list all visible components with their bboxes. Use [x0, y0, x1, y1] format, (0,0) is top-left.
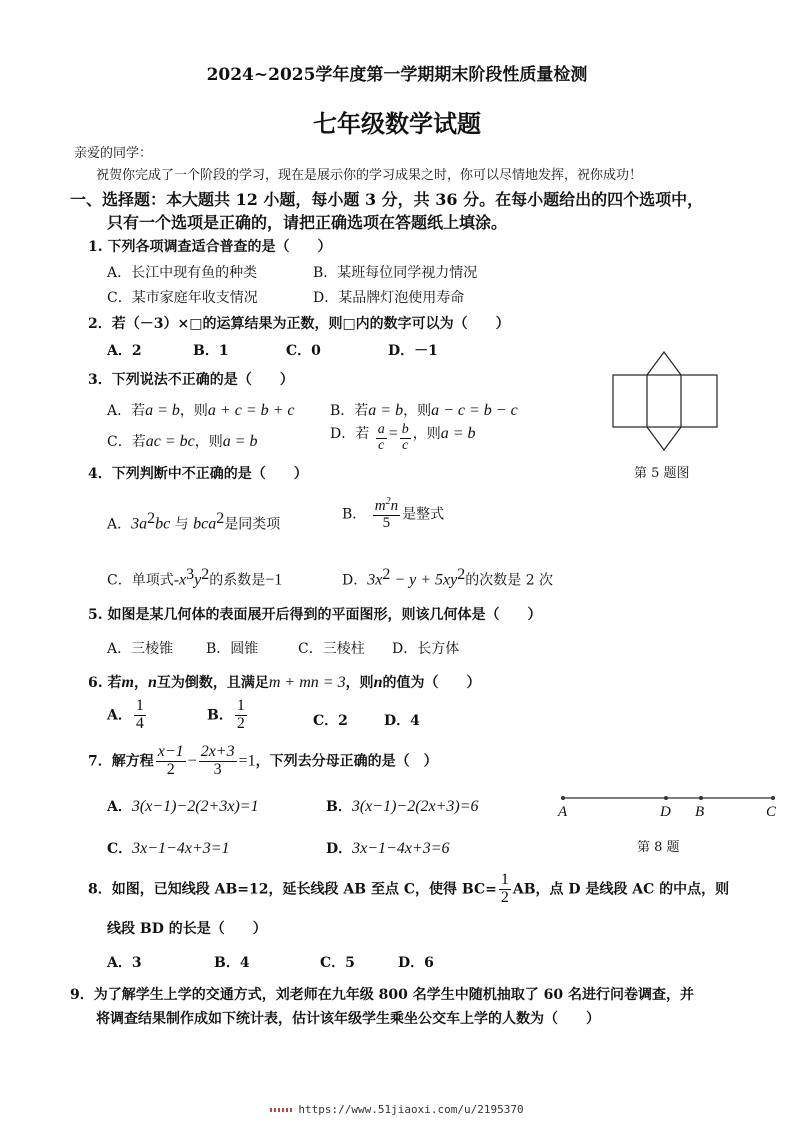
q3-option-b: B．若a = b，则a − c = b − c [330, 402, 518, 419]
q6-option-d: D．4 [384, 713, 420, 729]
q2-option-c: C．0 [286, 343, 321, 359]
label-point-d: D [660, 804, 671, 820]
q7-option-d: D．3x−1−4x+3=6 [326, 840, 450, 857]
q1-option-a: A．长江中现有鱼的种类 [107, 265, 258, 281]
section1-heading-line2: 只有一个选项是正确的，请把正确选项在答题纸上填涂。 [107, 213, 508, 232]
point-a [561, 796, 565, 800]
label-point-c: C [766, 804, 777, 820]
q8-figure-caption: 第 8 题 [637, 840, 680, 855]
q3-option-a: A．若a = b，则a + c = b + c [107, 402, 295, 419]
q9-stem-line2: 将调查结果制作成如下统计表，估计该年级学生乘坐公交车上学的人数为（ ） [96, 1011, 600, 1027]
net-rectangle [613, 375, 717, 427]
greeting-salutation: 亲爱的同学： [74, 146, 153, 161]
section1-heading: 一、选择题：本大题共 12 小题，每小题 3 分，共 36 分。在每小题给出的四个选项中， [70, 190, 704, 209]
q4-stem: 4．下列判断中不正确的是（ ） [88, 466, 308, 482]
q8-option-a: A．3 [107, 955, 142, 971]
q6-option-a: A． $\frac{1}{4}$ [107, 697, 144, 732]
q5-option-a: A．三棱锥 [107, 641, 174, 657]
q7-stem: 7．解方程 $\frac{x-1}{2}$ − $\frac{2x+3}{3}$ =1，下列去分母正确的是（ ） [88, 743, 438, 778]
greeting-message: 祝贺你完成了一个阶段的学习，现在是展示你的学习成果之时，你可以尽情地发挥，祝你成功！ [96, 168, 643, 183]
q7-option-a: A．3(x−1)−2(2+3x)=1 [107, 798, 259, 815]
q3-option-d: D．若 $\frac{a}{c}$ = $\frac{b}{c}$ ，则a = b [330, 422, 476, 453]
q1-option-b: B．某班每位同学视力情况 [313, 265, 478, 281]
q6-stem: 6. 若m，n互为倒数，且满足m + mn = 3，则n的值为（ ） [88, 674, 481, 691]
q5-option-d: D．长方体 [392, 641, 460, 657]
watermark-mark-icon [270, 1108, 294, 1112]
q5-stem: 5. 如图是某几何体的表面展开后得到的平面图形，则该几何体是（ ） [88, 607, 542, 623]
q4-option-a: A．$3a^2bc$ 与 bca$^2$是同类项 [107, 510, 281, 533]
exam-subtitle: 2024~2025学年度第一学期期末阶段性质量检测 [206, 65, 588, 85]
q6-option-c: C．2 [313, 713, 348, 729]
q8-option-d: D．6 [398, 955, 434, 971]
q1-stem: 1. 下列各项调查适合普查的是（ ） [88, 239, 332, 255]
q4-option-c: C．单项式$-x^3y^2$的系数是−1 [107, 566, 283, 589]
q8-option-b: B．4 [214, 955, 250, 971]
point-c [771, 796, 775, 800]
q1-option-d: D．某品牌灯泡使用寿命 [313, 290, 465, 306]
q4-option-d: D．$3x^2 - y + 5xy^2$的次数是 2 次 [342, 566, 554, 589]
point-d [664, 796, 668, 800]
net-top-triangle [647, 352, 681, 375]
q7-option-b: B．3(x−1)−2(2x+3)=6 [326, 798, 479, 815]
q2-stem: 2．若（－3）×□的运算结果为正数，则□内的数字可以为（ ） [88, 316, 510, 332]
q9-stem: 9．为了解学生上学的交通方式，刘老师在九年级 800 名学生中随机抽取了 60 名进行问卷调查，并 [70, 987, 694, 1003]
q5-net-figure [610, 350, 720, 455]
q3-stem: 3．下列说法不正确的是（ ） [88, 372, 294, 388]
label-point-a: A [558, 804, 568, 820]
q5-option-c: C．三棱柱 [298, 641, 365, 657]
footer-url [0, 1103, 794, 1116]
q4-option-b: B． $\frac{m^2n}{5}$ 是整式 [342, 496, 445, 531]
q1-option-c: C．某市家庭年收支情况 [107, 290, 258, 306]
q8-option-c: C．5 [320, 955, 355, 971]
label-point-b: B [695, 804, 705, 820]
q2-option-a: A．2 [107, 343, 142, 359]
footer-link[interactable]: https://www.51jiaoxi.com/u/2195370 [298, 1103, 524, 1116]
q2-option-b: B．1 [193, 343, 229, 359]
q6-option-b: B． $\frac{1}{2}$ [207, 697, 245, 732]
q5-figure-caption: 第 5 题图 [634, 466, 690, 481]
q2-option-d: D．－1 [388, 343, 438, 359]
net-bottom-triangle [647, 427, 681, 450]
q8-stem: 8．如图，已知线段 AB=12，延长线段 AB 至点 C，使得 BC= $\frac{1}{2}$ AB，点 D 是线段 AC 的中点，则 [88, 871, 730, 906]
point-b [699, 796, 703, 800]
q3-option-c: C．若ac = bc，则a = b [107, 433, 258, 450]
exam-title: 七年级数学试题 [313, 109, 481, 138]
q5-option-b: B．圆锥 [206, 641, 259, 657]
q7-option-c: C．3x−1−4x+3=1 [107, 840, 230, 857]
q8-stem-line2: 线段 BD 的长是（ ） [107, 921, 267, 937]
